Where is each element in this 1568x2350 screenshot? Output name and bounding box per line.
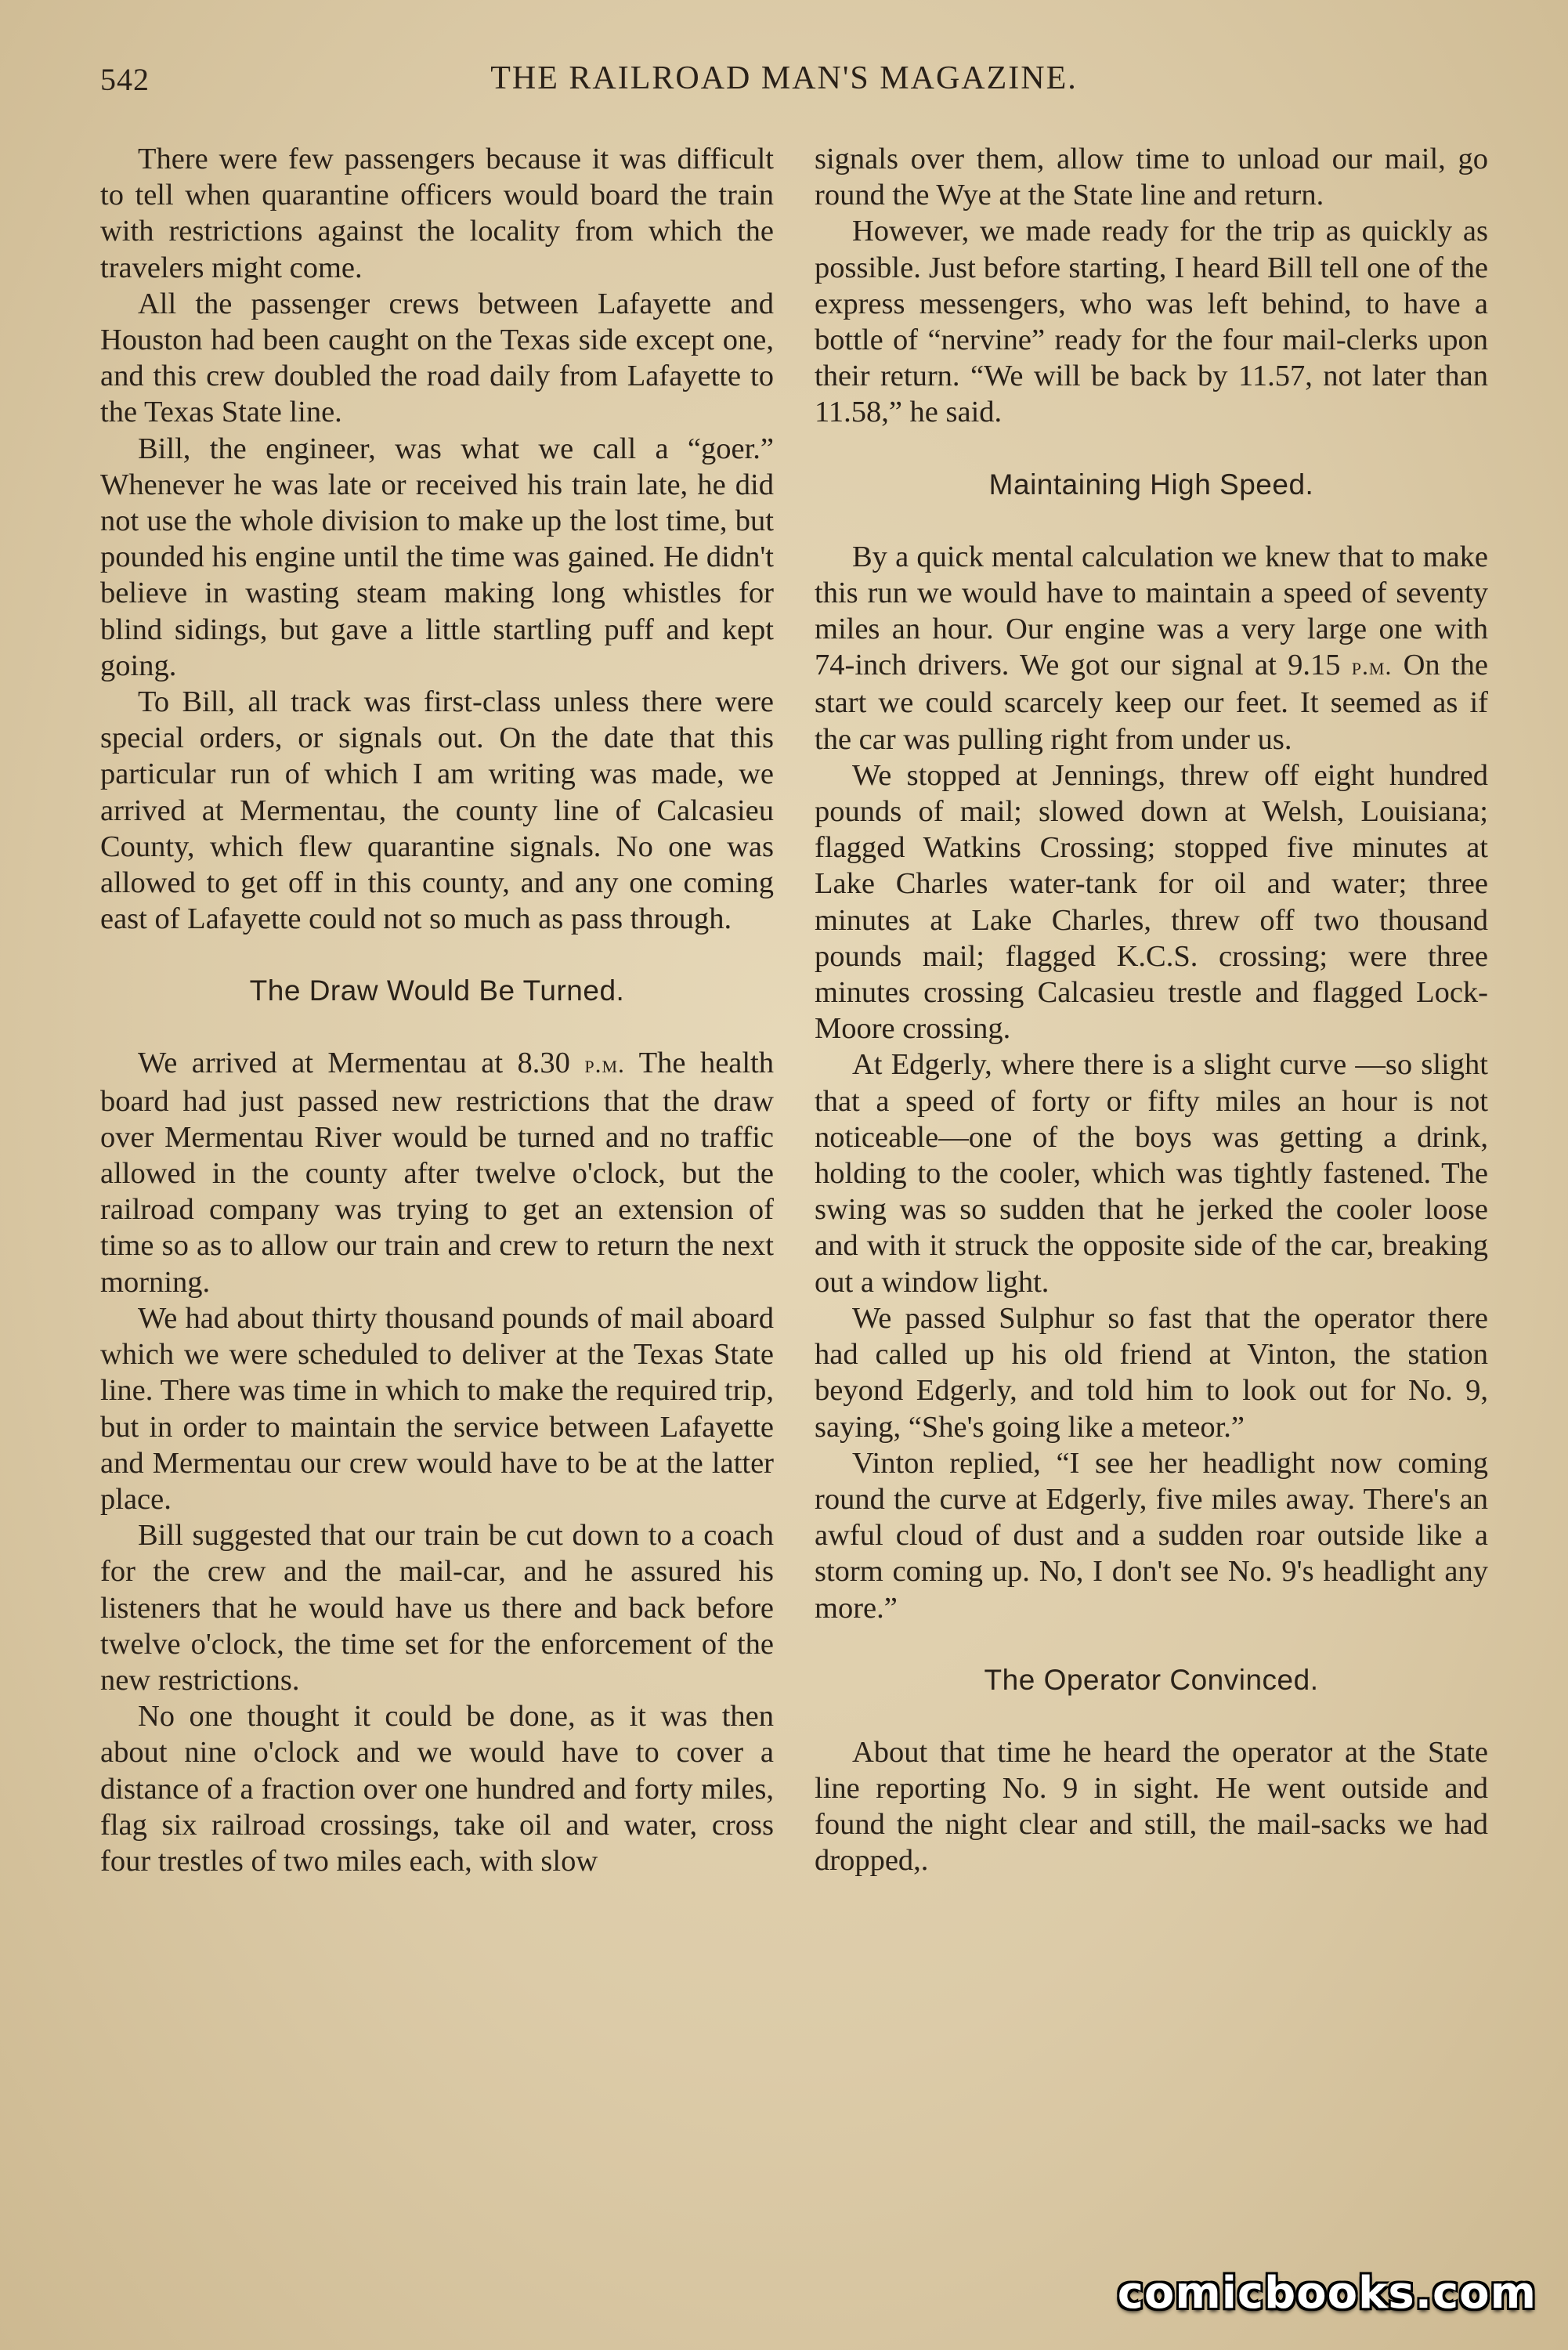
paragraph: However, we made ready for the trip as quickly as possible. Just before starting, I heard Bill tell one of the express messengers, who was left behind, to have a bottle of “nervine” ready for the four mail-clerks upon their return. “We will be back by 11.57, not later than 11.58,” he said.	[815, 215, 1488, 429]
paragraph: We passed Sulphur so fast that the operator there had called up his old friend at Vinton, the station beyond Edgerly, and told him to look out for No. 9, saying, “She's going like a meteor.”	[815, 1301, 1488, 1444]
watermark-logo: comicbooks.com	[1117, 2268, 1537, 2319]
paragraph	[100, 1045, 774, 1300]
paragraph: Bill suggested that our train be cut down to a coach for the crew and the mail-car, and he assured his listeners that he would have us there and back before twelve o'clock, the time set for the enforcement of the new restrictions.	[100, 1519, 774, 1697]
paragraph: All the passenger crews between Lafayette and Houston had been caught on the Texas side except one, and this crew doubled the road daily from Lafayette to the Texas State line.	[100, 287, 774, 429]
left-column	[100, 141, 774, 1879]
section-heading: The Operator Convinced.	[984, 1663, 1319, 1696]
page-number: 542	[100, 62, 150, 97]
time-abbrev: p.m.	[584, 1050, 625, 1079]
right-column	[815, 141, 1488, 1879]
section-heading: Maintaining High Speed.	[988, 468, 1314, 501]
running-head: THE RAILROAD MAN'S MAGAZINE.	[490, 60, 1078, 96]
paragraph	[815, 539, 1488, 757]
paragraph: Vinton replied, “I see her headlight now coming round the curve at Edgerly, five miles away. There's an awful cloud of dust and a sudden roar outside like a storm coming up. No, I don't see No. 9's headlight any more.”	[815, 1446, 1488, 1625]
paragraph: There were few passengers because it was difficult to tell when quarantine officers would board the train with restrictions against the locality from which the travelers might come.	[100, 143, 774, 284]
paragraph: signals over them, allow time to unload our mail, go round the Wye at the State line and return.	[815, 143, 1488, 212]
section-heading: The Draw Would Be Turned.	[249, 974, 625, 1007]
paragraph: At Edgerly, where there is a slight curve —so slight that a speed of forty or fifty miles an hour is not noticeable—one of the boys was getting a drink, holding to the cooler, which was tightly fastened. The swing was so sudden that he jerked the cooler loose and with it struck the opposite side of the car, breaking out a window light.	[815, 1048, 1488, 1299]
paragraph: We had about thirty thousand pounds of mail aboard which we were scheduled to deliver at the Texas State line. There was time in which to make the required trip, but in order to maintain the service between Lafayette and Mermentau our crew would have to be at the latter place.	[100, 1301, 774, 1516]
paragraph: About that time he heard the operator at the State line reporting No. 9 in sight. He went outside and found the night clear and still, the mail-sacks we had dropped,.	[815, 1735, 1488, 1878]
time-abbrev: p.m.	[1351, 653, 1393, 681]
paragraph-text: We arrived at Mermentau at 8.30	[138, 1047, 570, 1080]
paragraph-text: By a quick mental calculation we knew that to make this run we would have to maintain a speed of seventy miles an hour. Our engine was a very large one with 74-inch drivers. We got our signal at 9.15	[815, 540, 1488, 682]
paragraph: To Bill, all track was first-class unless there were special orders, or signals out. On the date that this particular run of which I am writing was made, we arrived at Mermentau, the county line of Calcasieu County, which flew quarantine signals. No one was allowed to get off in this county, and any one coming east of Lafayette could not so much as pass through.	[100, 685, 774, 936]
paragraph-text: The health board had just passed new restrictions that the draw over Mermentau River would be turned and no traffic allowed in the county after twelve o'clock, but the railroad company was trying to get an extension of time so as to allow our train and crew to return the next morning.	[100, 1047, 775, 1299]
paragraph: No one thought it could be done, as it was then about nine o'clock and we would have to cover a distance of a fraction over one hundred and forty miles, flag six railroad crossings, take oil and water, cross four trestles of two miles each, with slow	[100, 1700, 774, 1878]
paragraph-text: On the start we could scarcely keep our feet. It seemed as if the car was pulling right from under us.	[815, 649, 1489, 756]
paragraph: Bill, the engineer, was what we call a “goer.” Whenever he was late or received his train late, he did not use the whole division to make up the lost time, but pounded his engine until the time was gained. He didn't believe in wasting steam making long whistles for blind sidings, but gave a little startling puff and kept going.	[100, 432, 774, 682]
paragraph: We stopped at Jennings, threw off eight hundred pounds of mail; slowed down at Welsh, Louisiana; flagged Watkins Crossing; stopped five minutes at Lake Charles water-tank for oil and water; three minutes at Lake Charles, threw off two thousand pounds mail; flagged K.C.S. crossing; were three minutes crossing Calcasieu trestle and flagged Lock-Moore crossing.	[815, 758, 1488, 1046]
